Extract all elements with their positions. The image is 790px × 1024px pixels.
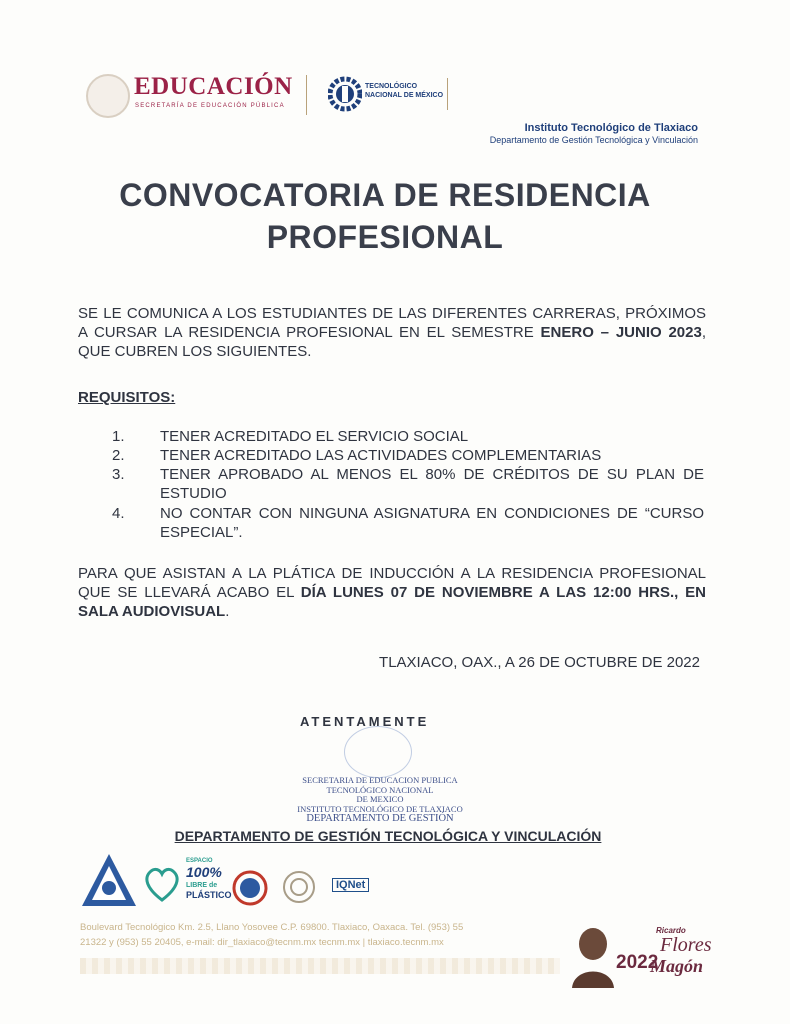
circular-seal-logo: [232, 870, 268, 906]
institute-name: Instituto Tecnológico de Tlaxiaco: [524, 122, 698, 134]
invitation-paragraph: PARA QUE ASISTAN A LA PLÁTICA DE INDUCCIÓN A LA RESIDENCIA PROFESIONAL QUE SE LLEVARÁ ACABO EL DÍA LUNES 07 DE NOVIEMBRE A LAS 12:00 HRS., EN SALA AUDIOVISUAL.: [78, 565, 706, 620]
list-item: 2. TENER ACREDITADO LAS ACTIVIDADES COMPLEMENTARIAS: [112, 447, 602, 464]
header-divider: [447, 78, 448, 110]
tecnm-gear-logo: [328, 72, 362, 116]
list-item: 1. TENER ACREDITADO EL SERVICIO SOCIAL: [112, 428, 469, 445]
list-item: 4. NO CONTAR CON NINGUNA ASIGNATURA EN CONDICIONES DE “CURSO ESPECIAL”.: [112, 505, 704, 541]
tecnm-logo-text: TECNOLÓGICO NACIONAL DE MÉXICO: [365, 83, 444, 99]
requirements-heading: REQUISITOS:: [78, 389, 176, 406]
heart-icon: [142, 864, 182, 904]
page-title: CONVOCATORIA DE RESIDENCIA PROFESIONAL: [119, 177, 651, 255]
portrait-icon: [568, 922, 618, 988]
stamp-seal-icon: [344, 726, 412, 778]
institute-shield-logo: [80, 852, 138, 910]
emblem-name-1: Ricardo: [656, 926, 686, 935]
department-name: Departamento de Gestión Tecnológica y Vinculación: [489, 135, 698, 145]
official-stamp: SECRETARIA DE EDUCACION PUBLICA TECNOLÓGICO NACIONAL DE MEXICO INSTITUTO TECNOLÓGICO DE TLAXIACO DEPARTAMENTO DE GESTIÓN: [297, 775, 463, 824]
closing-text: ATENTAMENTE: [300, 714, 430, 729]
intro-paragraph: SE LE COMUNICA A LOS ESTUDIANTES DE LAS DIFERENTES CARRERAS, PRÓXIMOS A CURSAR LA RESIDENCIA PROFESIONAL EN EL SEMESTRE ENERO – JUNIO 2023, QUE CUBREN LOS SIGUIENTES.: [78, 305, 707, 360]
footer-address: Boulevard Tecnológico Km. 2.5, Llano Yosovee C.P. 69800. Tlaxiaco, Oaxaca. Tel. (953) 55 21322 y (953) 55 20405, e-mail: dir_tlaxiaco@tecnm.mx tecnm.mx | tlaxiaco.tecnm.mx: [80, 922, 464, 948]
header-divider: [306, 75, 307, 115]
iqnet-logo: IQNet: [332, 878, 369, 892]
emblem-year: 2022: [616, 952, 659, 973]
emblem-name-2: Flores: [660, 934, 712, 956]
plastic-free-logo: ESPACIO 100% LIBRE de PLÁSTICO: [142, 858, 228, 908]
decorative-band: [80, 958, 560, 974]
sep-logo-subtitle: SECRETARÍA DE EDUCACIÓN PÚBLICA: [135, 103, 285, 109]
certification-seal-logo: [282, 870, 316, 904]
list-item: 3. TENER APROBADO AL MENOS EL 80% DE CRÉDITOS DE SU PLAN DE ESTUDIO: [112, 466, 704, 502]
sep-logo-title: EDUCACIÓN: [134, 73, 293, 100]
signature-department: DEPARTAMENTO DE GESTIÓN TECNOLÓGICA Y VINCULACIÓN: [174, 828, 602, 844]
sep-seal-logo: [86, 74, 130, 118]
date-line: TLAXIACO, OAX., A 26 DE OCTUBRE DE 2022: [379, 654, 700, 671]
emblem-name-3: Magón: [650, 956, 704, 976]
